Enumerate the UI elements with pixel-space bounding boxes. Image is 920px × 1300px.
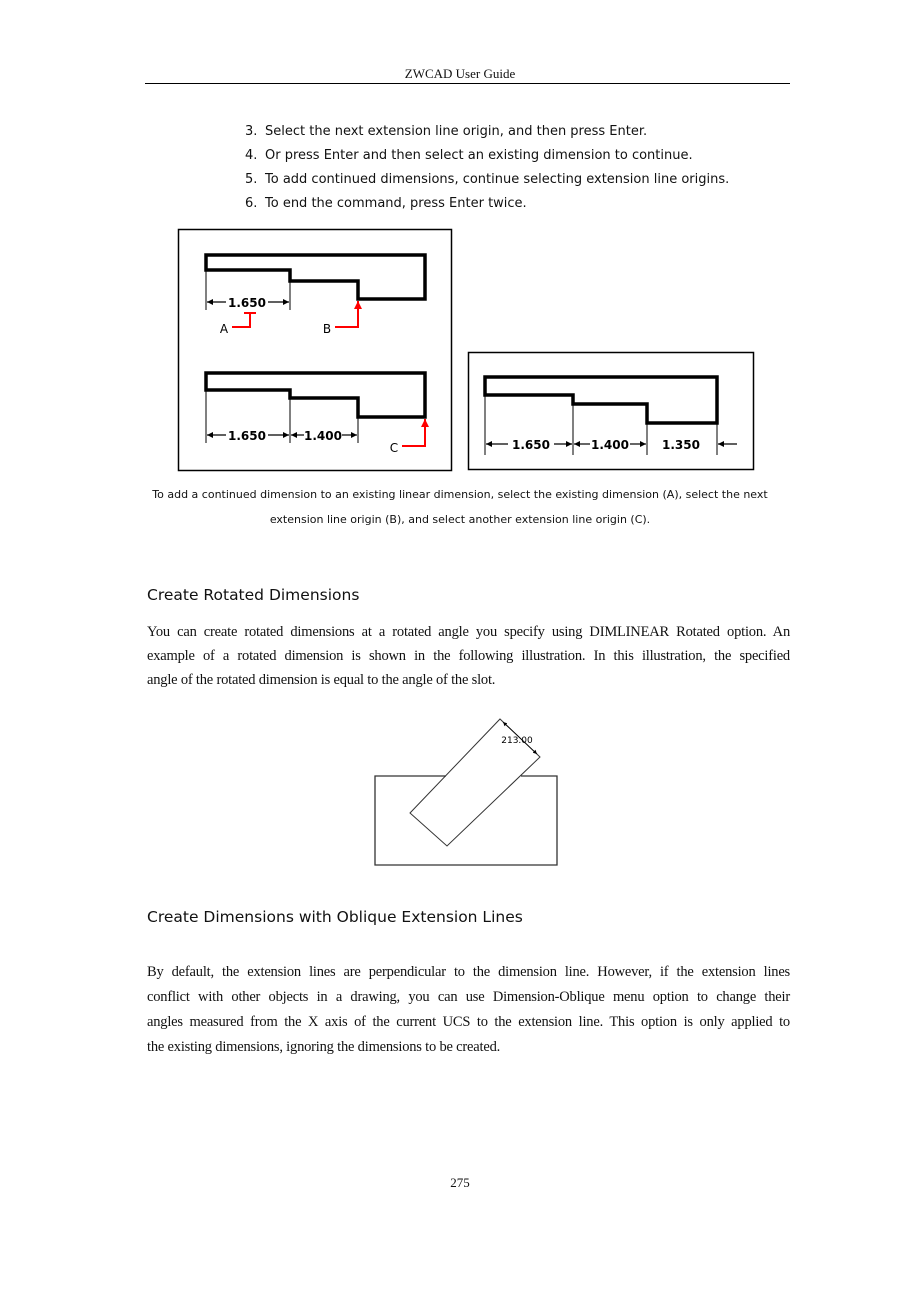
section-heading: Create Dimensions with Oblique Extension Lines xyxy=(147,908,523,926)
paragraph-line: the existing dimensions, ignoring the dimensions to be created. xyxy=(147,1039,501,1055)
list-item: 6. To end the command, press Enter twice. xyxy=(245,196,527,211)
dimension-label: 1.650 xyxy=(228,429,266,443)
point-label-b: B xyxy=(322,322,332,336)
rotated-dimension-figure xyxy=(375,719,557,865)
section-heading: Create Rotated Dimensions xyxy=(147,586,360,604)
continued-dimension-figure-left xyxy=(179,230,452,471)
figure-caption: To add a continued dimension to an existing linear dimension, select the existing dimension (A), select the next xyxy=(152,488,768,501)
page-header: ZWCAD User Guide xyxy=(404,66,516,81)
list-item: 5. To add continued dimensions, continue selecting extension line origins. xyxy=(245,172,730,187)
dimension-label: 1.350 xyxy=(662,438,700,452)
point-label-c: C xyxy=(389,441,399,455)
dimension-label: 1.400 xyxy=(304,429,342,443)
paragraph-line: angles measured from the X axis of the current UCS to the extension line. This option is only applied to xyxy=(147,1014,790,1030)
paragraph-line: You can create rotated dimensions at a rotated angle you specify using DIMLINEAR Rotated option. An xyxy=(147,624,790,640)
paragraph-line: By default, the extension lines are perpendicular to the dimension line. However, if the extension lines xyxy=(147,964,790,980)
page-number: 275 xyxy=(450,1175,470,1190)
dimension-label: 1.650 xyxy=(512,438,550,452)
dimension-label: 1.400 xyxy=(591,438,629,452)
paragraph-line: example of a rotated dimension is shown in the following illustration. In this illustration, the specified xyxy=(147,648,790,664)
angle-dimension-label: 213.00 xyxy=(501,736,533,746)
figure-caption: extension line origin (B), and select another extension line origin (C). xyxy=(269,513,651,526)
paragraph-line: angle of the rotated dimension is equal to the angle of the slot. xyxy=(147,672,496,688)
point-label-a: A xyxy=(219,322,229,336)
list-item: 4. Or press Enter and then select an existing dimension to continue. xyxy=(245,148,693,163)
dimension-label: 1.650 xyxy=(228,296,266,310)
continued-dimension-figure-right xyxy=(469,353,754,470)
list-item: 3. Select the next extension line origin, and then press Enter. xyxy=(245,124,648,139)
paragraph-line: conflict with other objects in a drawing, you can use Dimension-Oblique menu option to change their xyxy=(147,989,790,1005)
